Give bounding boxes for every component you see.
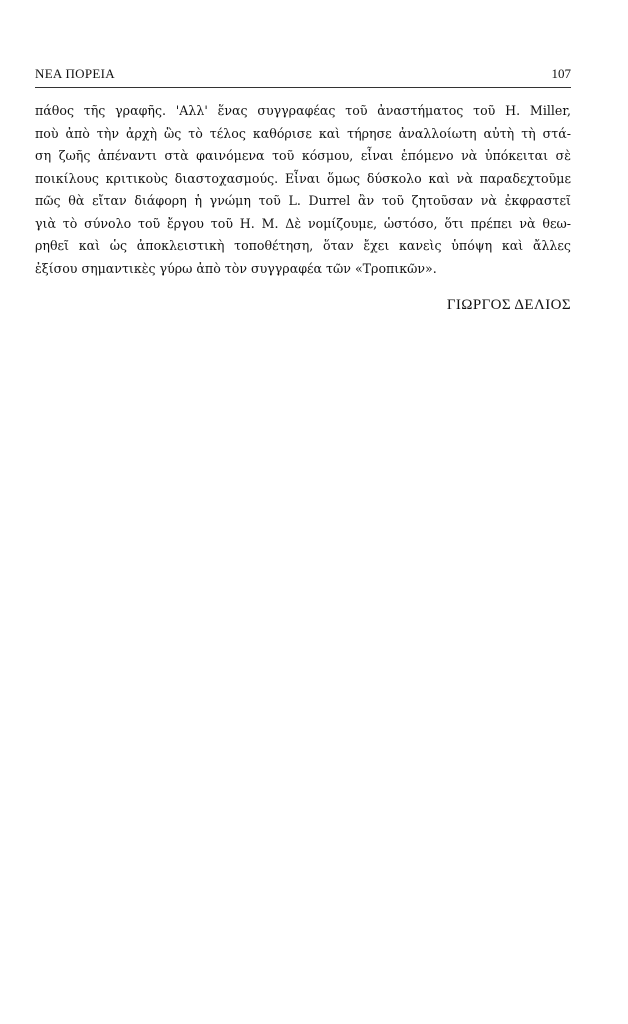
- author-signature: ΓΙΩΡΓΟΣ ΔΕΛΙΟΣ: [446, 297, 571, 313]
- journal-title: ΝΕΑ ΠΟΡΕΙΑ: [35, 66, 115, 81]
- text-line: ἐξίσου σημαντικὲς γύρω ἀπὸ τὸν συγγραφέα τῶν «Τροπικῶν».: [35, 260, 437, 276]
- text-line: γιὰ τὸ σύνολο τοῦ ἔργου τοῦ Η. Μ. Δὲ νομίζουμε, ὡστόσο, ὅτι πρέπει νὰ θεω-: [35, 215, 571, 231]
- text-line: πάθος τῆς γραφῆς. 'Αλλ' ἕνας συγγραφέας τοῦ ἀναστήματος τοῦ Η. Miller,: [35, 103, 571, 118]
- text-line: ρηθεῖ καὶ ὡς ἀποκλειστικὴ τοποθέτηση, ὅταν ἔχει κανεὶς ὑπόψη καὶ ἄλλες: [35, 238, 571, 253]
- text-line: ποικίλους κριτικοὺς διαστοχασμούς. Εἶναι ὅμως δύσκολο καὶ νὰ παραδεχτοῦμε: [35, 170, 571, 186]
- text-line: ση ζωῆς ἀπέναντι στὰ φαινόμενα τοῦ κόσμου, εἶναι ἑπόμενο νὰ ὑπόκειται σὲ: [35, 148, 571, 163]
- header-divider: [35, 87, 571, 88]
- text-line: ποὺ ἀπὸ τὴν ἀρχὴ ὣς τὸ τέλος καθόρισε καὶ τήρησε ἀναλλοίωτη αὐτὴ τὴ στά-: [35, 125, 571, 141]
- page-number: 107: [551, 66, 571, 81]
- text-line: πῶς θὰ εἴταν διάφορη ἡ γνώμη τοῦ L. Durrel ἂν τοῦ ζητοῦσαν νὰ ἐκφραστεῖ: [35, 193, 571, 208]
- running-header: [35, 66, 571, 84]
- article-paragraph: [35, 100, 571, 280]
